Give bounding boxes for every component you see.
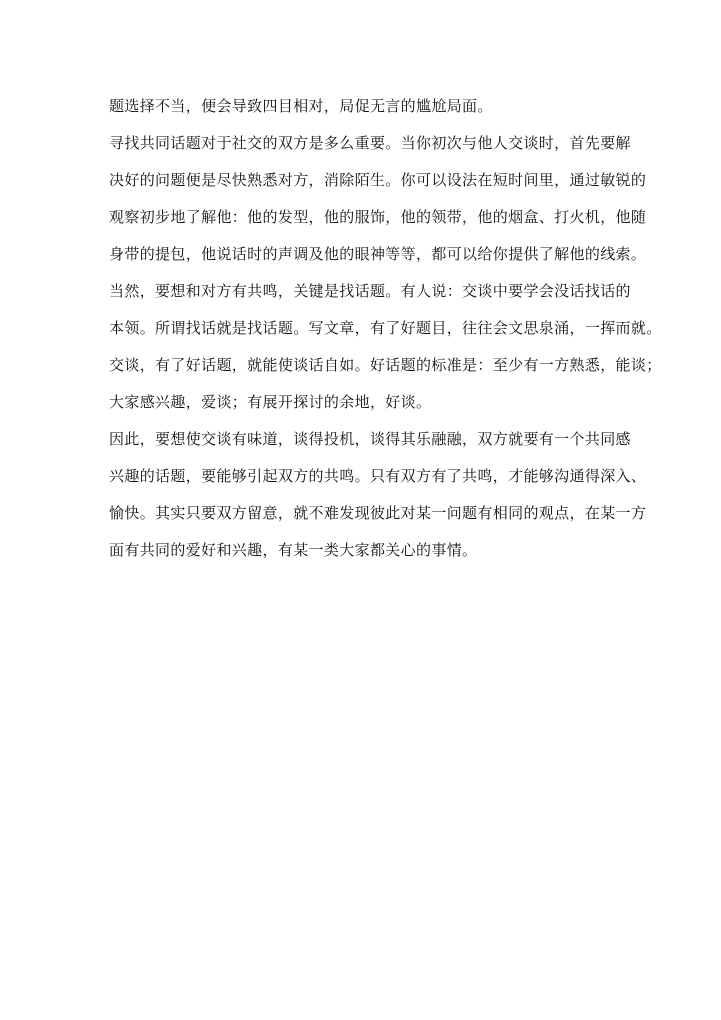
text-line: 寻找共同话题对于社交的双方是多么重要。当你初次与他人交谈时，首先要解 (109, 134, 631, 152)
text-line: 因此，要想使交谈有味道，谈得投机，谈得其乐融融，双方就要有一个共同感 (109, 430, 631, 448)
text-line: 题选择不当，便会导致四目相对，局促无言的尴尬局面。 (109, 97, 493, 115)
text-line: 身带的提包，他说话时的声调及他的眼神等等，都可以给你提供了解他的线索。 (109, 245, 647, 263)
text-line: 观察初步地了解他：他的发型，他的服饰，他的领带，他的烟盒、打火机，他随 (109, 208, 647, 226)
text-line: 愉快。其实只要双方留意，就不难发现彼此对某一问题有相同的观点，在某一方 (109, 504, 647, 522)
text-line: 面有共同的爱好和兴趣，有某一类大家都关心的事情。 (109, 541, 478, 559)
text-line: 交谈，有了好话题，就能使谈话自如。好话题的标准是：至少有一方熟悉，能谈； (109, 356, 662, 374)
body-text (109, 93, 662, 574)
text-line: 当然，要想和对方有共鸣，关键是找话题。有人说：交谈中要学会没话找话的 (109, 282, 631, 300)
text-line: 决好的问题便是尽快熟悉对方，消除陌生。你可以设法在短时间里，通过敏锐的 (109, 171, 647, 189)
text-line: 大家感兴趣，爱谈；有展开探讨的余地，好谈。 (109, 393, 432, 411)
text-line: 兴趣的话题，要能够引起双方的共鸣。只有双方有了共鸣，才能够沟通得深入、 (109, 467, 647, 485)
text-line: 本领。所谓找话就是找话题。写文章，有了好题目，往往会文思泉涌，一挥而就。 (109, 319, 662, 337)
